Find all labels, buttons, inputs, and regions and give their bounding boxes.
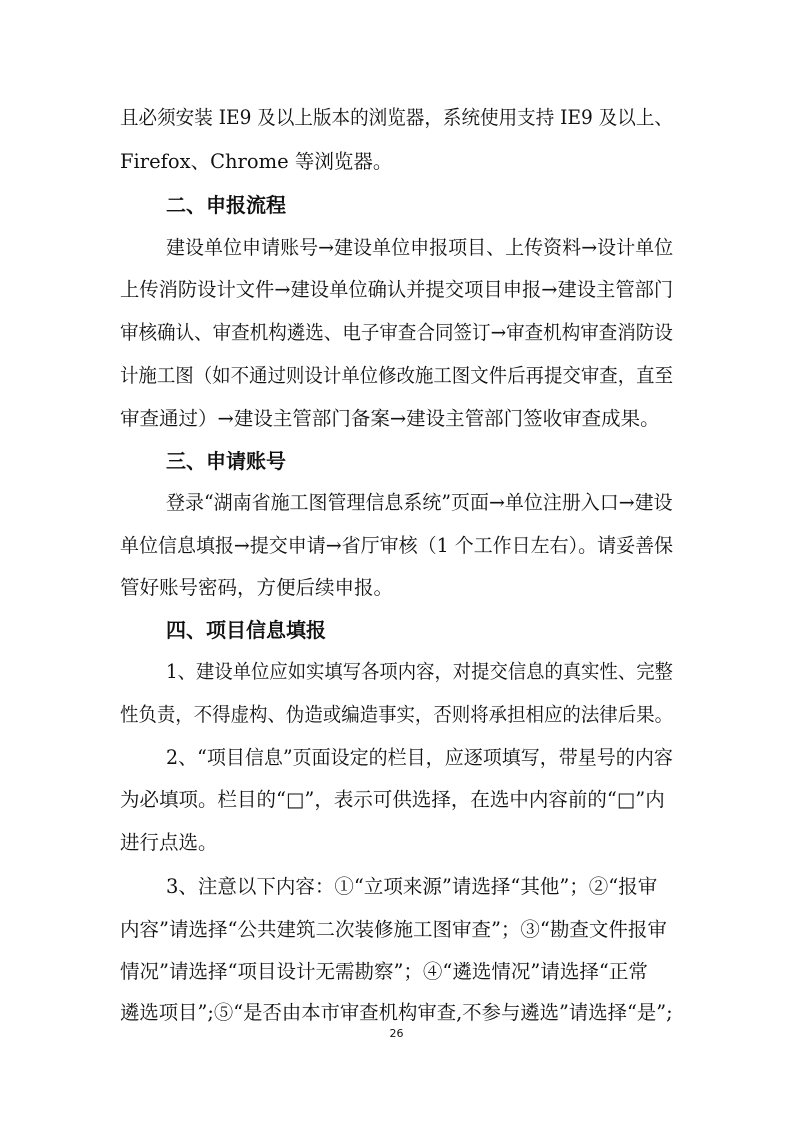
paragraph-line: 审查通过）→建设主管部门备案→建设主管部门签收审查成果。 [120, 407, 660, 430]
section-heading: 四、项目信息填报 [166, 618, 326, 642]
paragraph-line: 审核确认、审查机构遴选、电子审查合同签订→审查机构审查消防设 [120, 321, 673, 344]
paragraph-line: 2、“项目信息”页面设定的栏目，应逐项填写，带星号的内容 [166, 746, 673, 769]
page-number: 26 [389, 1027, 404, 1040]
paragraph-line: 建设单位申请账号→建设单位申报项目、上传资料→设计单位 [166, 236, 674, 259]
paragraph-line: 上传消防设计文件→建设单位确认并提交项目申报→建设主管部门 [120, 278, 674, 301]
paragraph-line: 计施工图（如不通过则设计单位修改施工图文件后再提交审查，直至 [120, 364, 674, 387]
paragraph-line: 为必填项。栏目的“□”，表示可供选择，在选中内容前的“□”内 [120, 788, 665, 811]
paragraph-line: 遴选项目”;⑤“是否由本市审查机构审查,不参与遴选”请选择“是”; [120, 1001, 673, 1024]
section-heading: 二、申报流程 [166, 193, 286, 217]
paragraph-line: 情况”请选择“项目设计无需勘察”；④“遴选情况”请选择“正常 [120, 960, 648, 983]
paragraph-line: 单位信息填报→提交申请→省厅审核（1 个工作日左右）。请妥善保 [120, 534, 674, 557]
paragraph-line: 进行点选。 [120, 831, 218, 854]
paragraph-line: 1、建设单位应如实填写各项内容，对提交信息的真实性、完整 [166, 660, 673, 683]
paragraph-line: 管好账号密码，方便后续申报。 [120, 576, 394, 599]
section-heading: 三、申请账号 [166, 449, 286, 473]
paragraph-line: 登录“湖南省施工图管理信息系统”页面→单位注册入口→建设 [166, 491, 673, 514]
paragraph-line: 且必须安装 IE9 及以上版本的浏览器，系统使用支持 IE9 及以上、 [120, 106, 673, 129]
paragraph-line: Firefox、Chrome 等浏览器。 [120, 150, 393, 173]
paragraph-line: 3、注意以下内容：①“立项来源”请选择“其他”；②“报审 [166, 875, 658, 898]
paragraph-line: 性负责，不得虚构、伪造或编造事实，否则将承担相应的法律后果。 [120, 703, 674, 726]
paragraph-line: 内容”请选择“公共建筑二次装修施工图审查”；③“勘查文件报审 [120, 918, 667, 941]
